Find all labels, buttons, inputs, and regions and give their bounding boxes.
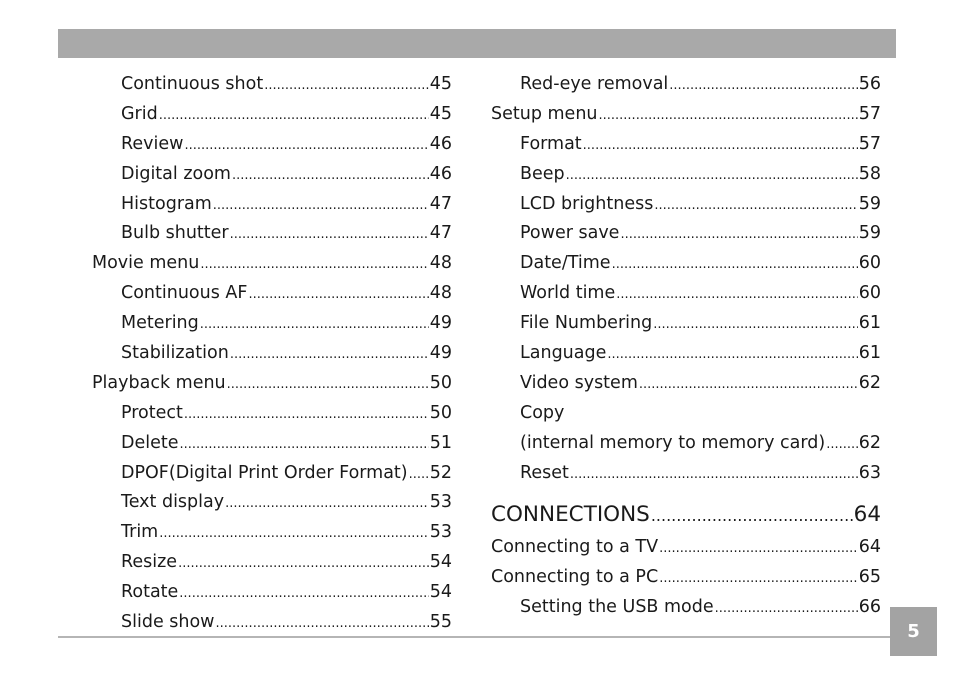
toc-entry-label: Setup menu	[491, 103, 598, 124]
toc-entry-page: 62	[858, 372, 881, 393]
toc-leader-dots	[620, 220, 857, 250]
toc-entry-page: 49	[429, 343, 452, 364]
toc-entry-page: 45	[429, 74, 452, 94]
toc-entry-setting-the-usb-mode[interactable]	[491, 593, 881, 623]
toc-entry-label: Reset	[520, 462, 569, 483]
toc-entry-page: 66	[858, 597, 881, 618]
toc-leader-dots	[248, 280, 428, 310]
toc-entry-page: 50	[429, 402, 452, 423]
page-number: 5	[907, 621, 920, 642]
toc-entry-red-eye-removal[interactable]	[491, 70, 881, 100]
toc-entry-lcd-brightness[interactable]	[491, 190, 881, 220]
toc-entry-label: Copy	[520, 402, 565, 423]
toc-leader-dots	[659, 564, 858, 594]
toc-entry-dpof-digital-print-order-format[interactable]	[92, 459, 452, 489]
toc-leader-dots	[653, 310, 858, 340]
toc-leader-dots	[659, 534, 858, 564]
toc-entry-label: Stabilization	[121, 343, 229, 364]
toc-entry-label: Slide show	[121, 612, 215, 633]
toc-entry-page: 53	[429, 522, 452, 543]
toc-entry-label: Connecting to a PC	[491, 567, 659, 588]
toc-entry-reset[interactable]	[491, 459, 881, 489]
toc-entry-text-display[interactable]	[92, 488, 452, 518]
toc-entry-connecting-to-a-pc[interactable]	[491, 563, 881, 593]
toc-entry-label: Movie menu	[92, 253, 200, 274]
toc-leader-dots	[179, 579, 428, 609]
toc-leader-dots	[583, 131, 858, 161]
toc-entry-digital-zoom[interactable]	[92, 160, 452, 190]
toc-entry-label: Playback menu	[92, 372, 226, 393]
toc-entry-page: 46	[429, 163, 452, 184]
toc-entry-movie-menu[interactable]	[92, 249, 452, 279]
toc-entry-page: 55	[429, 612, 452, 633]
toc-leader-dots	[264, 71, 429, 101]
toc-leader-dots	[178, 549, 429, 579]
toc-entry-page: 47	[429, 223, 452, 244]
toc-entry-page: 50	[429, 372, 452, 393]
toc-leader-dots	[230, 340, 429, 370]
toc-entry-page: 62	[858, 432, 881, 453]
toc-entry-label: Language	[520, 343, 607, 364]
footer-rule	[58, 636, 890, 638]
toc-entry-label: Beep	[520, 163, 565, 184]
toc-entry-metering[interactable]	[92, 309, 452, 339]
toc-leader-dots	[225, 489, 429, 519]
toc-entry-date-time[interactable]	[491, 249, 881, 279]
page-number-badge	[890, 607, 937, 656]
toc-entry-internal-memory-to-memory-card[interactable]	[491, 429, 881, 459]
toc-entry-histogram[interactable]	[92, 190, 452, 220]
toc-entry-playback-menu[interactable]	[92, 369, 452, 399]
toc-entry-page: 58	[858, 163, 881, 184]
toc-entry-bulb-shutter[interactable]	[92, 219, 452, 249]
toc-leader-dots	[607, 340, 857, 370]
toc-entry-label: Connecting to a TV	[491, 537, 659, 558]
toc-entry-page: 57	[858, 103, 881, 124]
toc-entry-label: File Numbering	[520, 313, 653, 334]
toc-entry-label: (internal memory to memory card)	[520, 432, 826, 453]
toc-entry-label: Text display	[121, 492, 225, 513]
toc-entry-page: 54	[429, 582, 452, 603]
header-bar	[58, 29, 896, 58]
toc-entry-page: 65	[858, 567, 881, 588]
toc-entry-label: Digital zoom	[121, 163, 231, 184]
toc-leader-dots	[184, 400, 429, 430]
toc-entry-slide-show[interactable]	[92, 608, 452, 638]
toc-entry-page: 46	[429, 133, 452, 154]
toc-entry-page: 45	[429, 103, 452, 124]
toc-entry-page: 59	[858, 223, 881, 244]
toc-leader-dots	[230, 220, 429, 250]
toc-entry-page: 57	[858, 133, 881, 154]
toc-entry-label: Resize	[121, 552, 178, 573]
toc-entry-page: 60	[858, 283, 881, 304]
toc-leader-dots	[200, 250, 428, 280]
toc-entry-setup-menu[interactable]	[491, 100, 881, 130]
toc-entry-review[interactable]	[92, 130, 452, 160]
toc-entry-video-system[interactable]	[491, 369, 881, 399]
toc-entry-connections[interactable]	[491, 497, 881, 533]
toc-entry-continuous-af[interactable]	[92, 279, 452, 309]
toc-entry-resize[interactable]	[92, 548, 452, 578]
toc-entry-page: 48	[429, 283, 452, 304]
toc-entry-label: Metering	[121, 313, 199, 334]
toc-leader-dots	[669, 71, 857, 101]
toc-entry-page: 61	[858, 313, 881, 334]
toc-entry-label: LCD brightness	[520, 193, 654, 214]
toc-leader-dots	[409, 460, 429, 490]
toc-entry-page: 60	[858, 253, 881, 274]
toc-entry-page: 51	[429, 432, 452, 453]
toc-entry-label: CONNECTIONS	[491, 502, 650, 528]
toc-leader-dots	[159, 519, 428, 549]
toc-entry-label: Setting the USB mode	[520, 597, 714, 618]
toc-entry-page: 64	[858, 537, 881, 558]
toc-entry-trim[interactable]	[92, 518, 452, 548]
toc-leader-dots	[826, 430, 858, 460]
toc-leader-dots	[654, 191, 857, 221]
toc-leader-dots	[639, 370, 858, 400]
toc-entry-label: Rotate	[121, 582, 179, 603]
toc-entry-label: Red-eye removal	[520, 74, 669, 94]
toc-leader-dots	[216, 609, 429, 639]
toc-entry-label: Power save	[520, 223, 620, 244]
toc-entry-label: Date/Time	[520, 253, 611, 274]
toc-entry-rotate[interactable]	[92, 578, 452, 608]
toc-entry-label: Trim	[121, 522, 159, 543]
toc-entry-beep[interactable]	[491, 160, 881, 190]
toc-entry-delete[interactable]	[92, 429, 452, 459]
toc-leader-dots	[232, 161, 429, 191]
toc-leader-dots	[612, 250, 858, 280]
toc-entry-connecting-to-a-tv[interactable]	[491, 533, 881, 563]
toc-entry-page: 54	[429, 552, 452, 573]
toc-entry-label: Protect	[121, 402, 183, 423]
toc-entry-world-time[interactable]	[491, 279, 881, 309]
toc-entry-label: Histogram	[121, 193, 212, 214]
toc-entry-continuous-shot[interactable]	[92, 70, 452, 100]
toc-leader-dots	[200, 310, 429, 340]
toc-leader-dots	[616, 280, 857, 310]
toc-leader-dots	[651, 498, 853, 534]
toc-entry-language[interactable]	[491, 339, 881, 369]
toc-entry-page: 49	[429, 313, 452, 334]
toc-entry-label: Continuous AF	[121, 283, 248, 304]
toc-entry-label: Delete	[121, 432, 179, 453]
toc-entry-label: Continuous shot	[121, 74, 264, 94]
toc-entry-stabilization[interactable]	[92, 339, 452, 369]
toc-entry-page: 64	[853, 502, 881, 528]
toc-leader-dots	[213, 191, 429, 221]
toc-leader-dots	[159, 101, 429, 131]
toc-entry-file-numbering[interactable]	[491, 309, 881, 339]
toc-leader-dots	[715, 594, 858, 624]
toc-entry-page: 52	[429, 462, 452, 483]
toc-leader-dots	[570, 460, 858, 490]
toc-entry-page: 61	[858, 343, 881, 364]
toc-entry-page: 63	[858, 462, 881, 483]
toc-entry-page: 48	[429, 253, 452, 274]
toc-entry-page: 59	[858, 193, 881, 214]
toc-leader-dots	[180, 430, 429, 460]
toc-entry-power-save[interactable]	[491, 219, 881, 249]
toc-entry-label: Grid	[121, 103, 158, 124]
toc-entry-page: 56	[858, 74, 881, 94]
toc-entry-label: Review	[121, 133, 184, 154]
toc-entry-label: Format	[520, 133, 582, 154]
toc-entry-label: Bulb shutter	[121, 223, 229, 244]
toc-entry-page: 47	[429, 193, 452, 214]
toc-leader-dots	[227, 370, 429, 400]
toc-leader-dots	[566, 161, 858, 191]
toc-entry-copy[interactable]	[491, 399, 881, 429]
toc-left-column	[92, 70, 452, 638]
toc-entry-label: DPOF(Digital Print Order Format)	[121, 462, 408, 483]
toc-entry-label: World time	[520, 283, 616, 304]
toc-leader-dots	[184, 131, 428, 161]
toc-leader-dots	[599, 101, 858, 131]
toc-right-column	[491, 70, 881, 623]
toc-entry-page: 53	[429, 492, 452, 513]
toc-entry-label: Video system	[520, 372, 638, 393]
toc-entry-grid[interactable]	[92, 100, 452, 130]
toc-entry-protect[interactable]	[92, 399, 452, 429]
toc-entry-format[interactable]	[491, 130, 881, 160]
